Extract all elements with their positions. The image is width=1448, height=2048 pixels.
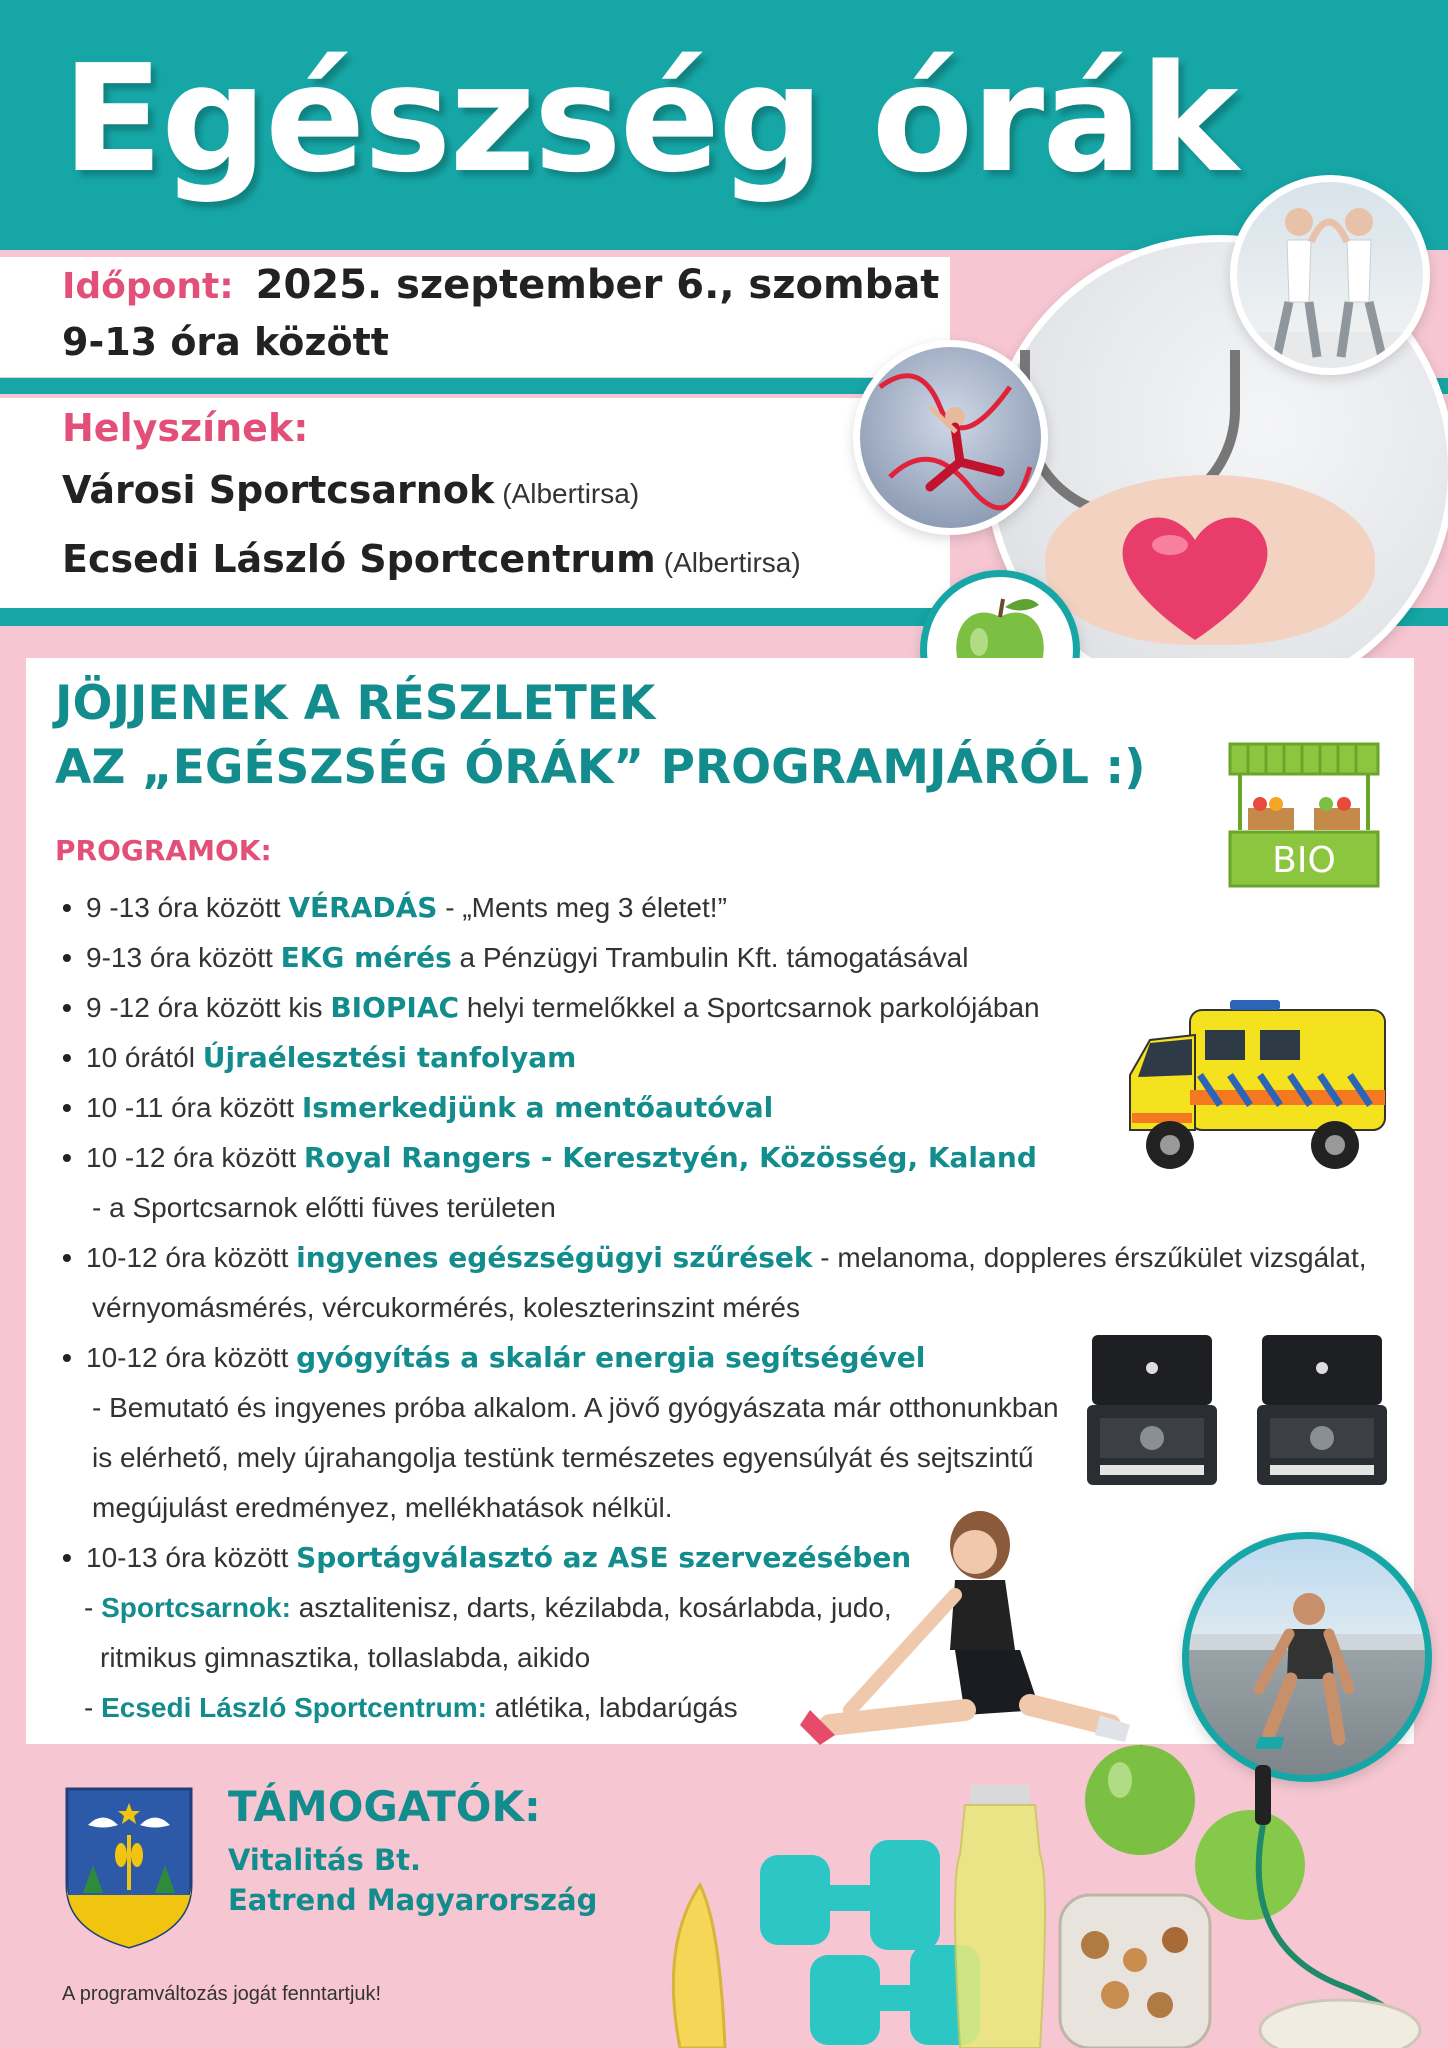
program-subline: - Sportcsarnok: asztalitenisz, darts, kézilabda, kosárlabda, judo,	[84, 1592, 892, 1623]
program-title: ingyenes egészségügyi szűrések	[296, 1241, 813, 1274]
program-time: 9-13 óra között	[86, 942, 281, 973]
venue-sports: asztalitenisz, darts, kézilabda, kosárlabda, judo,	[290, 1592, 892, 1623]
date-label: Időpont:	[62, 266, 234, 307]
program-time: 10 -11 óra között	[86, 1092, 302, 1123]
program-subline: - a Sportcsarnok előtti füves területen	[92, 1192, 556, 1223]
programs-label: PROGRAMOK:	[55, 834, 272, 867]
program-item: • 10-12 óra között gyógyítás a skalár energia segítségével	[62, 1341, 926, 1374]
time-value: 9-13 óra között	[62, 320, 389, 364]
program-title: EKG mérés	[280, 941, 452, 974]
program-item: • 9 -13 óra között VÉRADÁS - „Ments meg 3 életet!”	[62, 891, 727, 924]
program-item: • 10 órától Újraélesztési tanfolyam	[62, 1041, 577, 1074]
page-title: Egészség órák	[62, 33, 1237, 205]
place-city: (Albertirsa)	[663, 547, 801, 578]
program-title: gyógyítás a skalár energia segítségével	[296, 1341, 926, 1374]
program-detail: - „Ments meg 3 életet!”	[437, 892, 727, 923]
scalar-device-icon	[1252, 1330, 1392, 1490]
program-subline: is elérhető, mely újrahangolja testünk természetes egyensúlyát és sejtszintű	[92, 1442, 1034, 1473]
program-detail: a Pénzügyi Trambulin Kft. támogatásával	[451, 942, 969, 973]
program-subline: ritmikus gimnasztika, tollaslabda, aikido	[100, 1642, 591, 1673]
stretching-athlete-icon	[790, 1510, 1140, 1750]
program-item: • 10-12 óra között ingyenes egészségügyi szűrések - melanoma, doppleres érszűkület vizsgálat,	[62, 1241, 1367, 1274]
bio-market-stand-icon	[1226, 740, 1382, 890]
program-time: 10 -12 óra között	[86, 1142, 304, 1173]
venue-sports: atlétika, labdarúgás	[486, 1692, 738, 1723]
runner-icon	[1189, 1539, 1425, 1775]
program-time: 9 -13 óra között	[86, 892, 289, 923]
headline-line: JÖJJENEK A RÉSZLETEK	[55, 676, 656, 731]
venue-label: Ecsedi László Sportcentrum:	[101, 1692, 487, 1723]
place-name: Városi Sportcsarnok	[62, 468, 495, 512]
program-item: • 10 -11 óra között Ismerkedjünk a mentőautóval	[62, 1091, 774, 1124]
ambulance-icon	[1120, 995, 1395, 1185]
scalar-device-icon	[1082, 1330, 1222, 1490]
sponsor-item: Vitalitás Bt.	[228, 1843, 421, 1877]
sponsors-label: TÁMOGATÓK:	[228, 1782, 541, 1831]
gymnast-photo	[853, 340, 1048, 535]
program-title: BIOPIAC	[330, 991, 460, 1024]
footnote: A programváltozás jogát fenntartjuk!	[62, 1983, 382, 2005]
program-subline: vérnyomásmérés, vércukormérés, koleszterinszint mérés	[92, 1292, 800, 1323]
gymnast-icon	[860, 347, 1041, 528]
heart-icon	[1115, 505, 1275, 645]
program-item: • 9-13 óra között EKG mérés a Pénzügyi Trambulin Kft. támogatásával	[62, 941, 969, 974]
couple-icon	[1237, 182, 1423, 368]
places-label: Helyszínek:	[62, 406, 309, 450]
bio-label: BIO	[1272, 840, 1336, 881]
program-time: 10-12 óra között	[86, 1342, 297, 1373]
place-item	[62, 468, 639, 513]
place-item	[62, 537, 801, 582]
program-subline: megújulást eredményez, mellékhatások nélkül.	[92, 1492, 673, 1523]
date-line	[62, 262, 939, 308]
sponsor-item: Eatrend Magyarország	[228, 1883, 598, 1917]
venue-label: Sportcsarnok:	[101, 1592, 291, 1623]
program-item: • 10 -12 óra között Royal Rangers - Keresztyén, Közösség, Kaland	[62, 1141, 1037, 1174]
program-title: Sportágválasztó az ASE szervezésében	[296, 1541, 912, 1574]
headline	[55, 672, 1146, 800]
program-title: Royal Rangers - Keresztyén, Közösség, Kaland	[303, 1141, 1037, 1174]
program-title: VÉRADÁS	[288, 891, 438, 924]
program-time: 10-12 óra között	[86, 1242, 297, 1273]
program-title: Ismerkedjünk a mentőautóval	[301, 1091, 774, 1124]
place-name: Ecsedi László Sportcentrum	[62, 537, 656, 581]
program-title: Újraélesztési tanfolyam	[202, 1041, 577, 1074]
program-detail: helyi termelőkkel a Sportcsarnok parkolójában	[459, 992, 1040, 1023]
date-value: 2025. szeptember 6., szombat	[255, 262, 940, 308]
program-subline: - Ecsedi László Sportcentrum: atlétika, labdarúgás	[84, 1692, 738, 1723]
coat-of-arms-icon	[63, 1785, 195, 1950]
program-time: 10 órától	[86, 1042, 203, 1073]
program-item: • 10-13 óra között Sportágválasztó az ASE szervezésében	[62, 1541, 912, 1574]
program-time: 10-13 óra között	[86, 1542, 297, 1573]
program-item: • 9 -12 óra között kis BIOPIAC helyi termelőkkel a Sportcsarnok parkolójában	[62, 991, 1040, 1024]
program-subline: - Bemutató és ingyenes próba alkalom. A jövő gyógyászata már otthonunkban	[92, 1392, 1059, 1423]
fitness-food-illustration	[640, 1745, 1448, 2048]
place-city: (Albertirsa)	[502, 478, 640, 509]
headline-line: AZ „EGÉSZSÉG ÓRÁK” PROGRAMJÁRÓL :)	[55, 740, 1146, 795]
couple-exercise-photo	[1230, 175, 1430, 375]
program-detail: - melanoma, doppleres érszűkület vizsgálat,	[812, 1242, 1367, 1273]
program-time: 9 -12 óra között kis	[86, 992, 331, 1023]
